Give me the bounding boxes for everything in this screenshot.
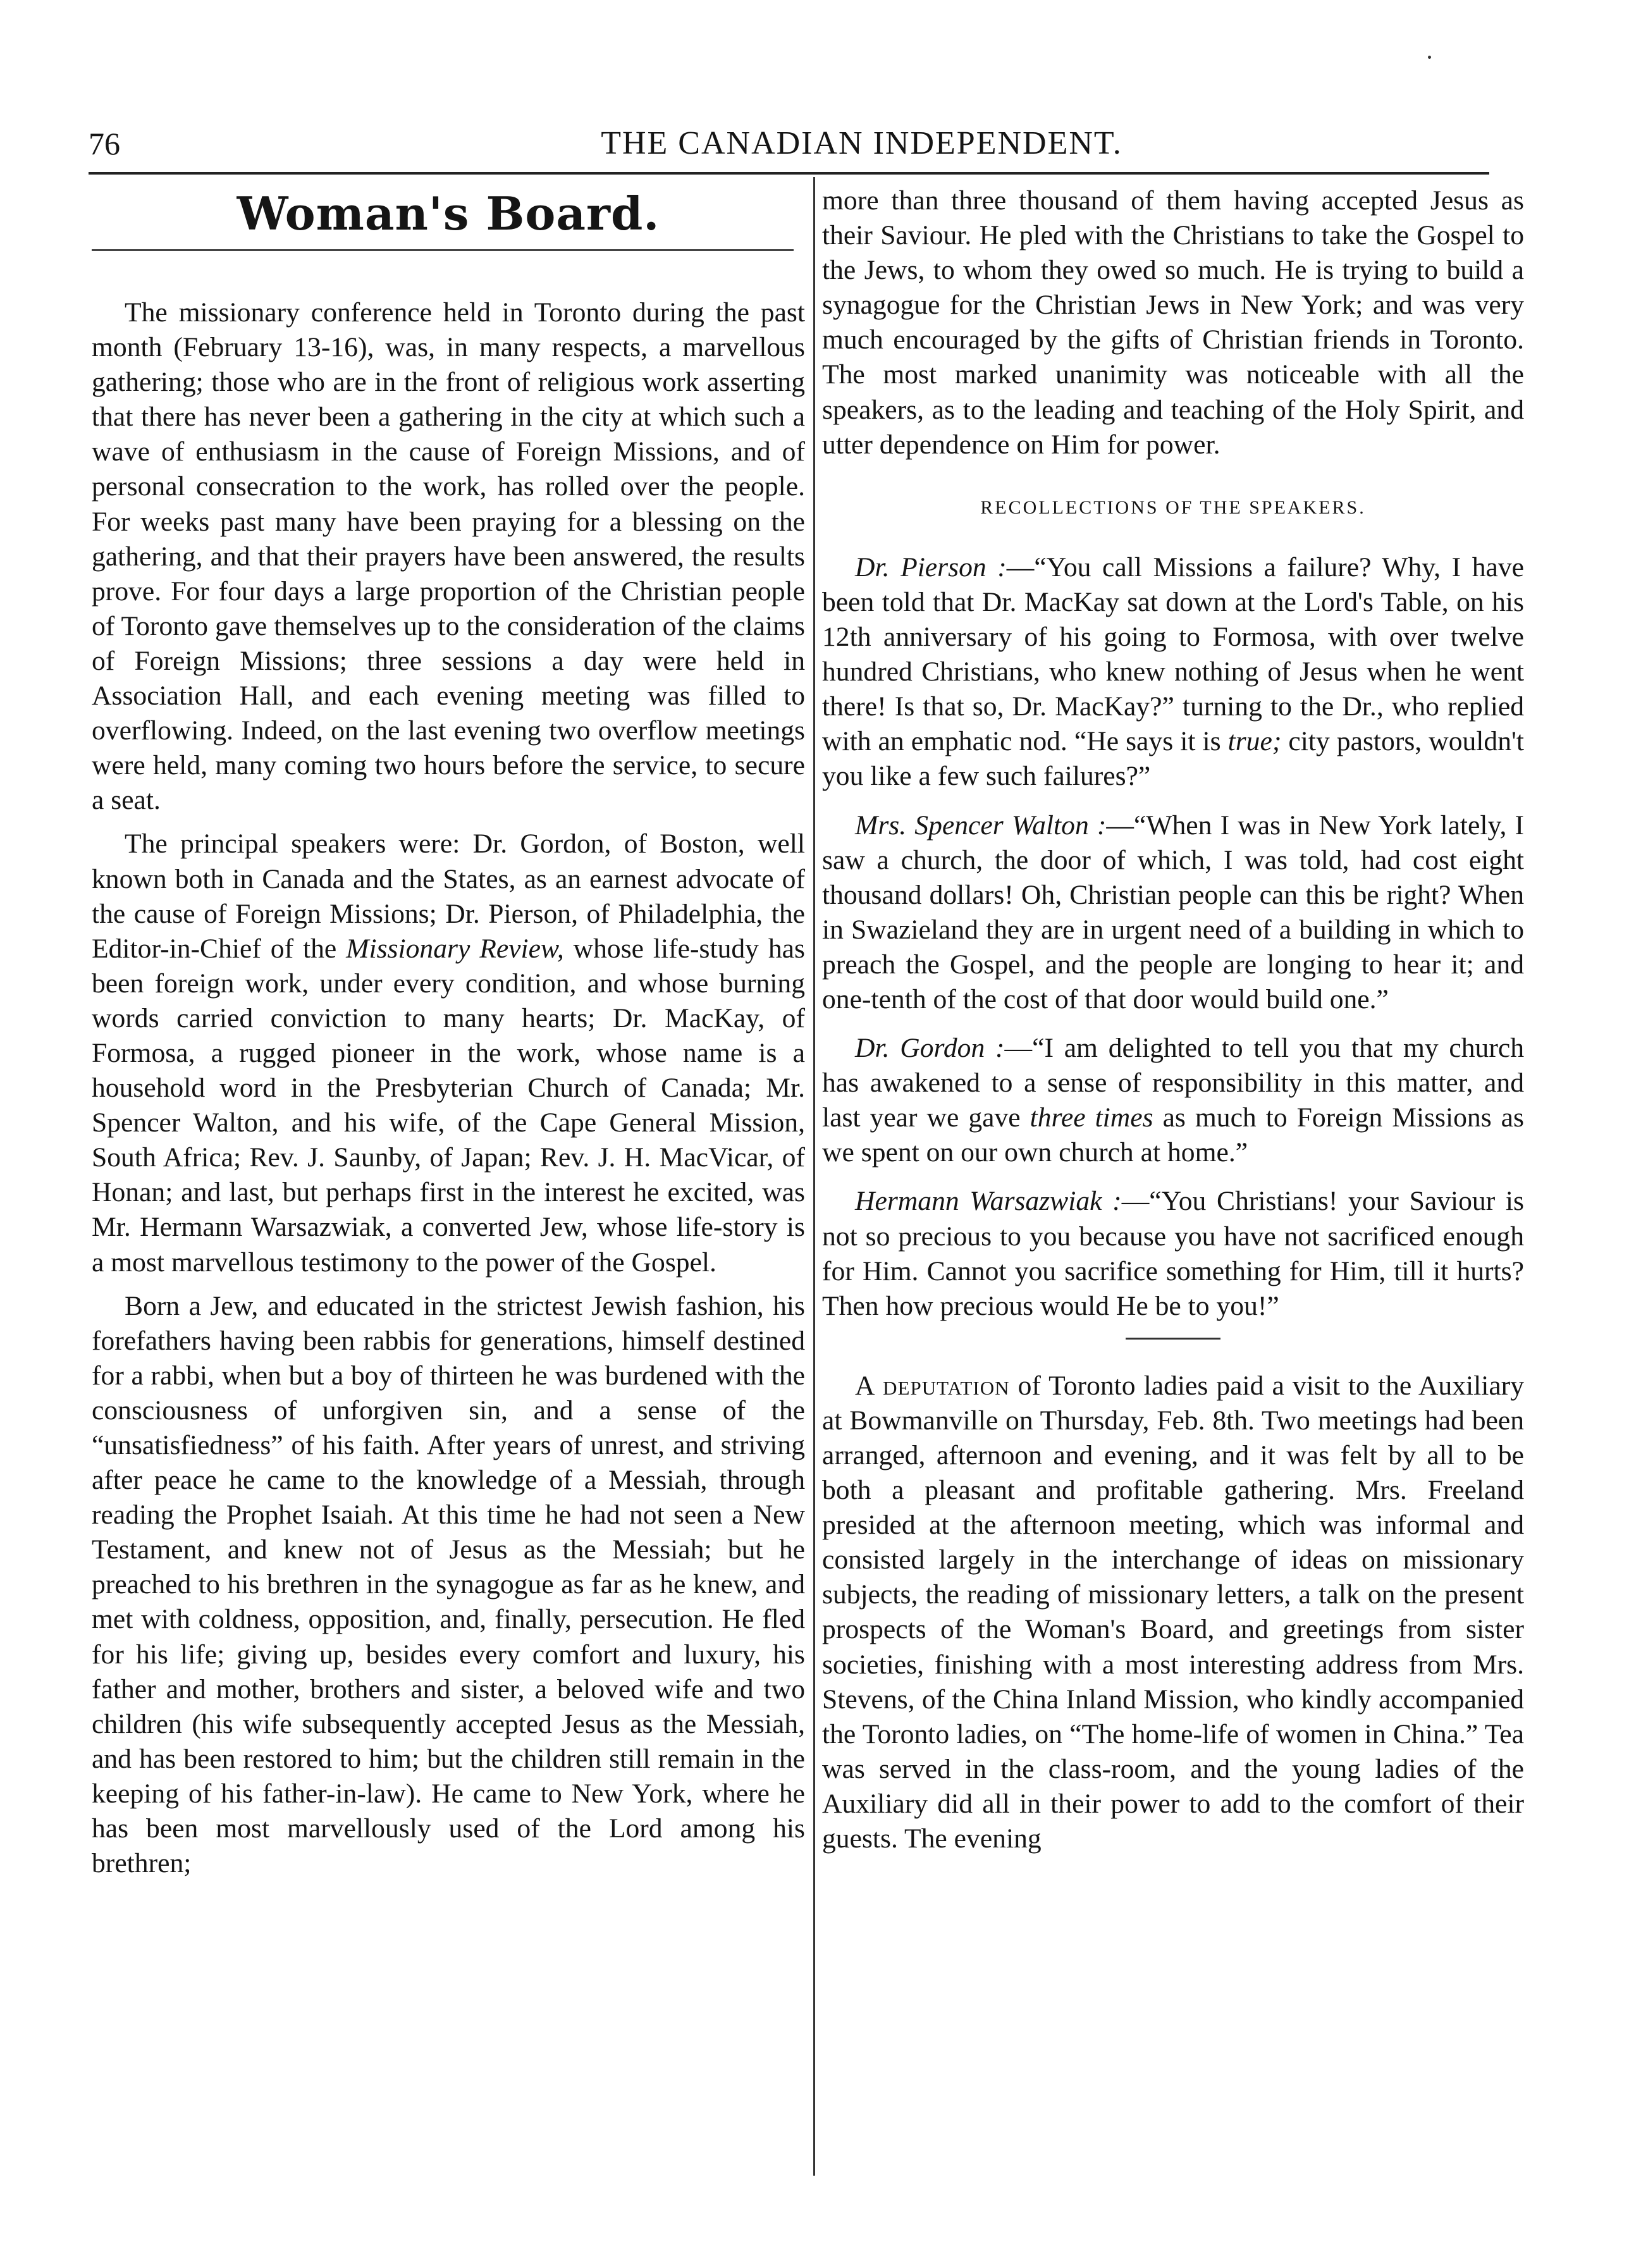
quote-warsazwiak [822,1184,1524,1323]
header-rule [89,172,1489,175]
lead-in: A deputation [855,1370,1010,1401]
title-rule [92,249,794,251]
section-title: Woman's Board. [237,187,660,240]
text: city pastors, wouldn't you like a few such failures?” [822,726,1524,792]
text: as much to Foreign Missions as we spent on our own church at home.” [822,1102,1524,1168]
running-title: THE CANADIAN INDEPENDENT. [601,125,1122,161]
text: —“You Christians! your Saviour is not so precious to you because you have not sacrificed enough for Him. Cannot you sacrifice something for Him, till it hurts? Then how precious would He be to you!” [822,1186,1524,1321]
text: —“When I was in New York lately, I saw a church, the door of which, I was told, had cost eight thousand dollars! Oh, Christian people can this be right? When in Swazieland they are in urgent need of a building in which to preach the Gospel, and the people are longing to hear it; and one-tenth of the cost of that door would build one.” [822,810,1524,1014]
paragraph-hermann: Born a Jew, and educated in the strictest Jewish fashion, his forefathers having been rabbis for generations, himself destined for a rabbi, when but a boy of thirteen he was burdened with the consciousness of unforgiven sin, and a sense of the “unsatisfiedness” of his faith. After years of unrest, and striving after peace he came to the knowledge of a Messiah, through reading the Prophet Isaiah. At this time he had not seen a New Testament, and knew not of Jesus as the Messiah; but he preached to his brethren in the synagogue as far as he knew, and met with coldness, opposition, and, finally, persecution. He fled for his life; giving up, besides every comfort and luxury, his father and mother, brothers and sister, a beloved wife and two children (his wife subsequently accepted Jesus as the Messiah, and has been restored to him; but the children still remain in the keeping of his father-in-law). He came to New York, where he has been most marvellously used of the Lord among his brethren; [92,1290,805,1879]
text: —“You call Missions a failure? Why, I have been told that Dr. MacKay sat down at the Lord's Table, on his 12th anniversary of his going to Formosa, with over twelve hundred Christians, who knew nothing of Jesus when he went there! Is that so, Dr. MacKay?” turning to the Dr., who replied with an emphatic nod. “He says it is [822,552,1524,757]
italic-text: three times [1030,1102,1153,1133]
quote-walton [822,808,1524,1018]
right-column [822,183,1524,1856]
italic-text: Missionary Review, [346,933,564,964]
subheading: RECOLLECTIONS OF THE SPEAKERS. [980,496,1366,518]
text: —“I am delighted to tell you that my church has awakened to a sense of responsibility in this matter, and last year we gave [822,1033,1524,1133]
page-header [89,121,1489,166]
left-column [92,183,805,1881]
speaker: Dr. Pierson : [855,552,1007,582]
paragraph-deputation [822,1369,1524,1856]
speaker: Mrs. Spencer Walton : [855,810,1107,841]
text: The principal speakers were: Dr. Gordon, of Boston, well known both in Canada and the States, as an earnest advocate of the cause of Foreign Missions; Dr. Pierson, of Philadelphia, the Editor-in-Chief of the [92,829,805,964]
paragraph-speakers [92,827,805,1279]
section-rule [1126,1338,1220,1340]
column-divider [813,177,815,2176]
speaker: Hermann Warsazwiak : [855,1186,1122,1217]
quote-pierson [822,550,1524,794]
italic-text: true; [1227,726,1282,757]
paragraph-conference: The missionary conference held in Toronto during the past month (February 13-16), was, in many respects, a marvellous gathering; those who are in the front of religious work asserting that there has never been a gathering in the city at which such a wave of enthusiasm in the cause of Foreign Missions, and of personal consecration to the work, has rolled over the people. For weeks past many have been praying for a blessing on the gathering, and that their prayers have been answered, the results prove. For four days a large proportion of the Christian people of Toronto gave themselves up to the consideration of the claims of Foreign Missions; three sessions a day were held in Association Hall, and each evening meeting was filled to overflowing. Indeed, on the last evening two overflow meetings were held, many coming two hours before the service, to secure a seat. [92,297,805,816]
quote-gordon [822,1031,1524,1170]
text: whose life-study has been foreign work, under every condition, and whose burning words carried conviction to many hearts; Dr. MacKay, of Formosa, a rugged pioneer in the work, whose name is a household word in the Presbyterian Church of Canada; Mr. Spencer Walton, and his wife, of the Cape General Mission, South Africa; Rev. J. Saunby, of Japan; Rev. J. H. MacVicar, of Honan; and last, but perhaps first in the interest he excited, was Mr. Hermann Warsazwiak, a converted Jew, whose life-story is a most marvellous testimony to the power of the Gospel. [92,933,805,1278]
speck [1428,56,1431,59]
paragraph-continued: more than three thousand of them having accepted Jesus as their Saviour. He pled with the Christians to take the Gospel to the Jews, to whom they owed so much. He is trying to build a synagogue for the Christian Jews in New York; and was very much encouraged by the gifts of Christian friends in Toronto. The most marked unanimity was noticeable with all the speakers, as to the leading and teaching of the Holy Spirit, and utter dependence on Him for power. [822,185,1524,460]
speaker: Dr. Gordon : [855,1033,1005,1064]
text: of Toronto ladies paid a visit to the Auxiliary at Bowmanville on Thursday, Feb. 8th. Two meetings had been arranged, afternoon and evening, and it was felt by all to be both a pleasant and profitable gathering. Mrs. Freeland presided at the afternoon meeting, which was informal and consisted largely in the interchange of ideas on missionary subjects, the reading of missionary letters, a talk on the present prospects of the Woman's Board, and greetings from sister societies, finishing with a most interesting address from Mrs. Stevens, of the China Inland Mission, who kindly accompanied the Toronto ladies, on “The home-life of women in China.” Tea was served in the class-room, and the young ladies of the Auxiliary did all in their power to add to the comfort of their guests. The evening [822,1370,1524,1854]
page-number: 76 [89,126,120,161]
